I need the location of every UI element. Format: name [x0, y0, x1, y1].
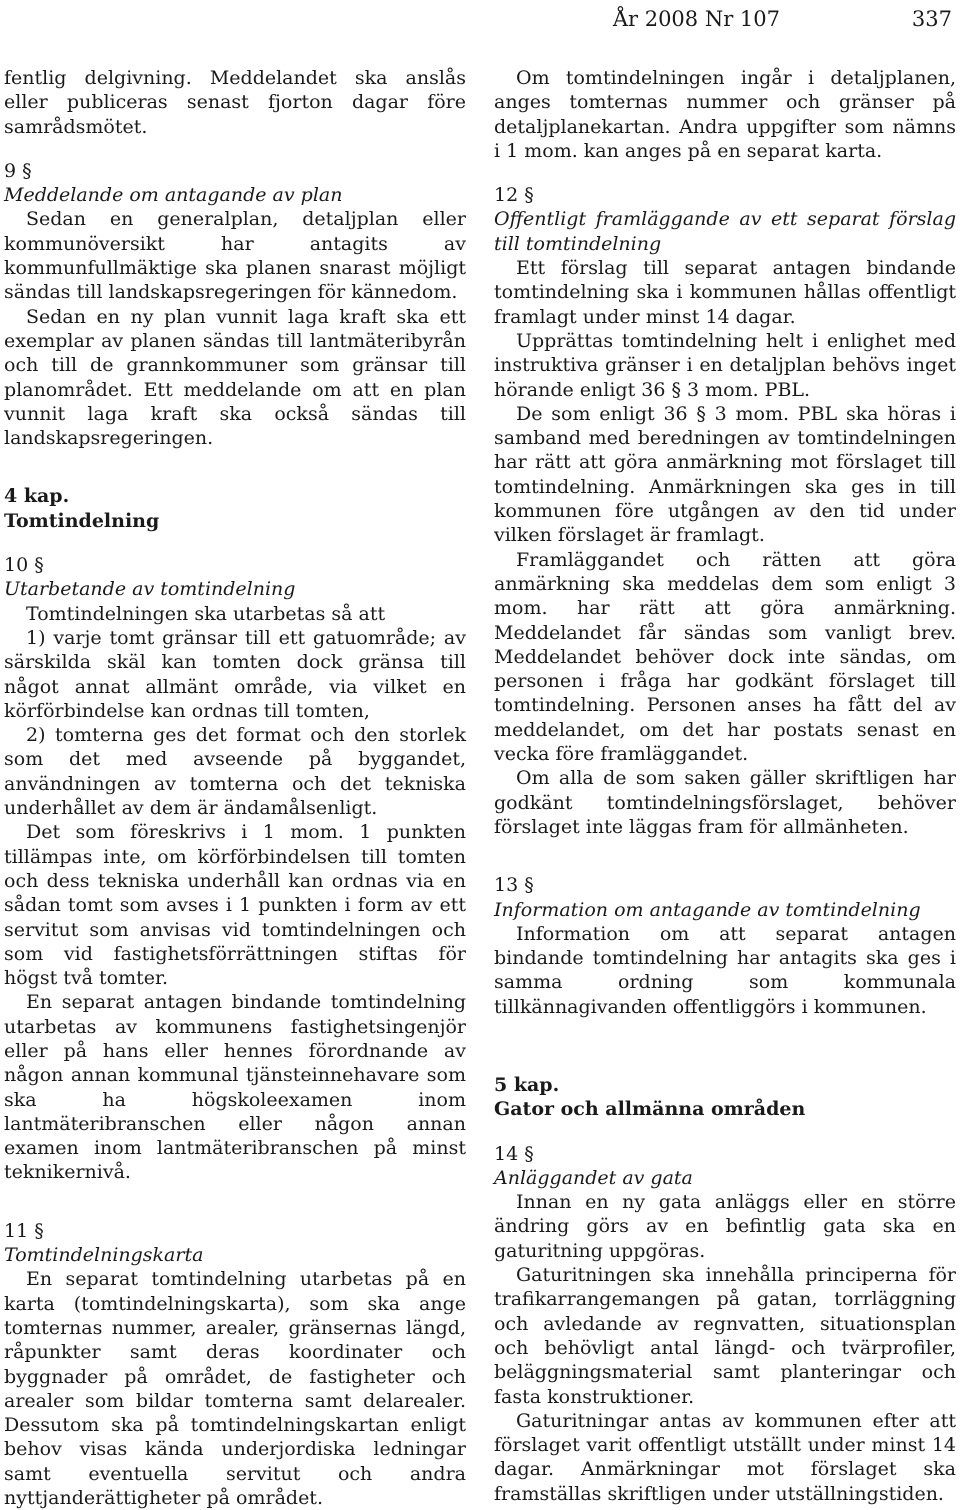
section-9-paragraph: Sedan en generalplan, detaljplan eller kommunöversikt har antagits av kommunfullmäktige ska planen snarast möjligt sändas till landskapsregeringen för kännedom. [4, 208, 466, 304]
section-10-paragraph: Det som föreskrivs i 1 mom. 1 punkten tillämpas inte, om körförbindelsen till tomten och dess tekniska underhåll kan ordnas via en sådan tomt som avses i 1 punkten i form av ett servitut som anvisas vid tomtindelningen och som vid fastighetsförrättningen stiftas för högst två tomter. [4, 821, 466, 990]
section-11-number: 11 § [4, 1219, 44, 1242]
section-14-paragraph: Gaturitningen ska innehålla principerna för trafikarrangemangen på gatan, torrläggning och avledande av regnvatten, situationsplan och behövligt antal längd- och tvärprofiler, beläggningsmaterial samt planteringar och fasta konstruktioner. [494, 1264, 956, 1408]
section-13-paragraph: Information om att separat antagen bindande tomtindelning har antagits ska ges i samma ordning som kommunala tillkännagivanden offentliggörs i kommunen. [494, 922, 956, 1018]
page-number: 337 [911, 7, 952, 31]
section-9-number: 9 § [4, 159, 32, 182]
issue-label: År 2008 Nr 107 [612, 7, 780, 31]
section-12-number: 12 § [494, 184, 534, 207]
section-11-paragraph: En separat tomtindelning utarbetas på en karta (tomtindelningskarta), som ska ange tomternas nummer, arealer, gränsernas längd, råpunkter samt deras koordinater och byggnader på området, de fastigheter och arealer som bildar tomterna samt delarealer. Dessutom ska på tomtindelningskartan enligt behov visas kända underjordiska ledningar samt eventuella servitut och andra nyttjanderättigheter på området. [4, 1268, 466, 1510]
right-column [494, 66, 956, 1506]
section-13-number: 13 § [494, 874, 534, 897]
section-12-paragraph: Om alla de som saken gäller skriftligen har godkänt tomtindelningsförslaget, behöver förslaget inte läggas fram för allmänheten. [494, 767, 956, 838]
running-header [0, 2, 960, 36]
section-9-title: Meddelande om antagande av plan [4, 184, 343, 207]
continued-paragraph: Om tomtindelningen ingår i detaljplanen, anges tomternas nummer och gränser på detaljplanekartan. Andra uppgifter som nämns i 1 mom. kan anges på en separat karta. [494, 67, 956, 162]
section-13-title: Information om antagande av tomtindelning [494, 898, 921, 921]
section-10-paragraph: En separat antagen bindande tomtindelning utarbetas av kommunens fastighetsingenjör eller på hans eller hennes förordnande av någon annan kommunal tjänsteinnehavare som ska ha högskoleexamen inom lantmäteribranschen eller någon annan examen inom lantmäteribranschen på minst teknikernivå. [4, 991, 466, 1184]
continued-paragraph: fentlig delgivning. Meddelandet ska anslås eller publiceras senast fjorton dagar före samrådsmötet. [4, 67, 466, 138]
section-11-title: Tomtindelningskarta [4, 1244, 204, 1267]
chapter-5-title: Gator och allmänna områden [494, 1098, 806, 1121]
section-12-paragraph: Upprättas tomtindelning helt i enlighet med instruktiva gränser i en detaljplan behövs inget hörande enligt 36 § 3 mom. PBL. [494, 329, 956, 401]
section-10-paragraph: 2) tomterna ges det format och den storlek som det med avseende på byggandet, användningen av tomterna och det tekniska underhållet av dem är ändamålsenligt. [4, 724, 466, 820]
section-12-paragraph: De som enligt 36 § 3 mom. PBL ska höras i samband med beredningen av tomtindelningen har rätt att göra anmärkning mot förslaget till tomtindelning. Anmärkningen ska ges in till kommunen före utgången av den tid under vilken förslaget är framlagt. [494, 402, 956, 547]
section-10-title: Utarbetande av tomtindelning [4, 578, 296, 601]
chapter-4-label: 4 kap. [4, 485, 70, 508]
section-10-number: 10 § [4, 554, 44, 577]
section-12-paragraph: Ett förslag till separat antagen bindande tomtindelning ska i kommunen hållas offentligt framlagt under minst 14 dagar. [494, 257, 956, 328]
section-10-paragraph: Tomtindelningen ska utarbetas så att [26, 602, 386, 625]
section-14-title: Anläggandet av gata [494, 1166, 693, 1189]
chapter-4-title: Tomtindelning [4, 509, 160, 532]
section-14-number: 14 § [494, 1142, 534, 1165]
chapter-5-label: 5 kap. [494, 1073, 560, 1096]
section-10-paragraph: 1) varje tomt gränsar till ett gatuområde; av särskilda skäl kan tomten dock gränsa till något annat allmänt område, via vilket en körförbindelse kan ordnas till tomten, [4, 626, 466, 722]
section-12-paragraph: Framläggandet och rätten att göra anmärkning ska meddelas dem som enligt 3 mom. har rätt att göra anmärkning. Meddelandet får sändas som vanligt brev. Meddelandet behöver dock inte sändas, om personen i fråga har godkänt förslaget till tomtindelning. Personen anses ha fått del av meddelandet, om det har postats senast en vecka före framläggandet. [494, 548, 956, 766]
left-column [4, 66, 466, 1510]
section-14-paragraph: Gaturitningar antas av kommunen efter att förslaget varit offentligt utställt under minst 14 dagar. Anmärkningar mot förslaget ska framställas skriftligen under utställningstiden. [494, 1409, 956, 1505]
section-9-paragraph: Sedan en ny plan vunnit laga kraft ska ett exemplar av planen sändas till lantmäteribyrån och till de grannkommuner som gränsar till planområdet. Ett meddelande om att en plan vunnit laga kraft ska också sändas till landskapsregeringen. [4, 305, 466, 450]
section-14-paragraph: Innan en ny gata anläggs eller en större ändring görs av en befintlig gata ska en gaturitning uppgöras. [494, 1191, 956, 1262]
section-12-title: Offentligt framläggande av ett separat förslag till tomtindelning [494, 208, 956, 255]
